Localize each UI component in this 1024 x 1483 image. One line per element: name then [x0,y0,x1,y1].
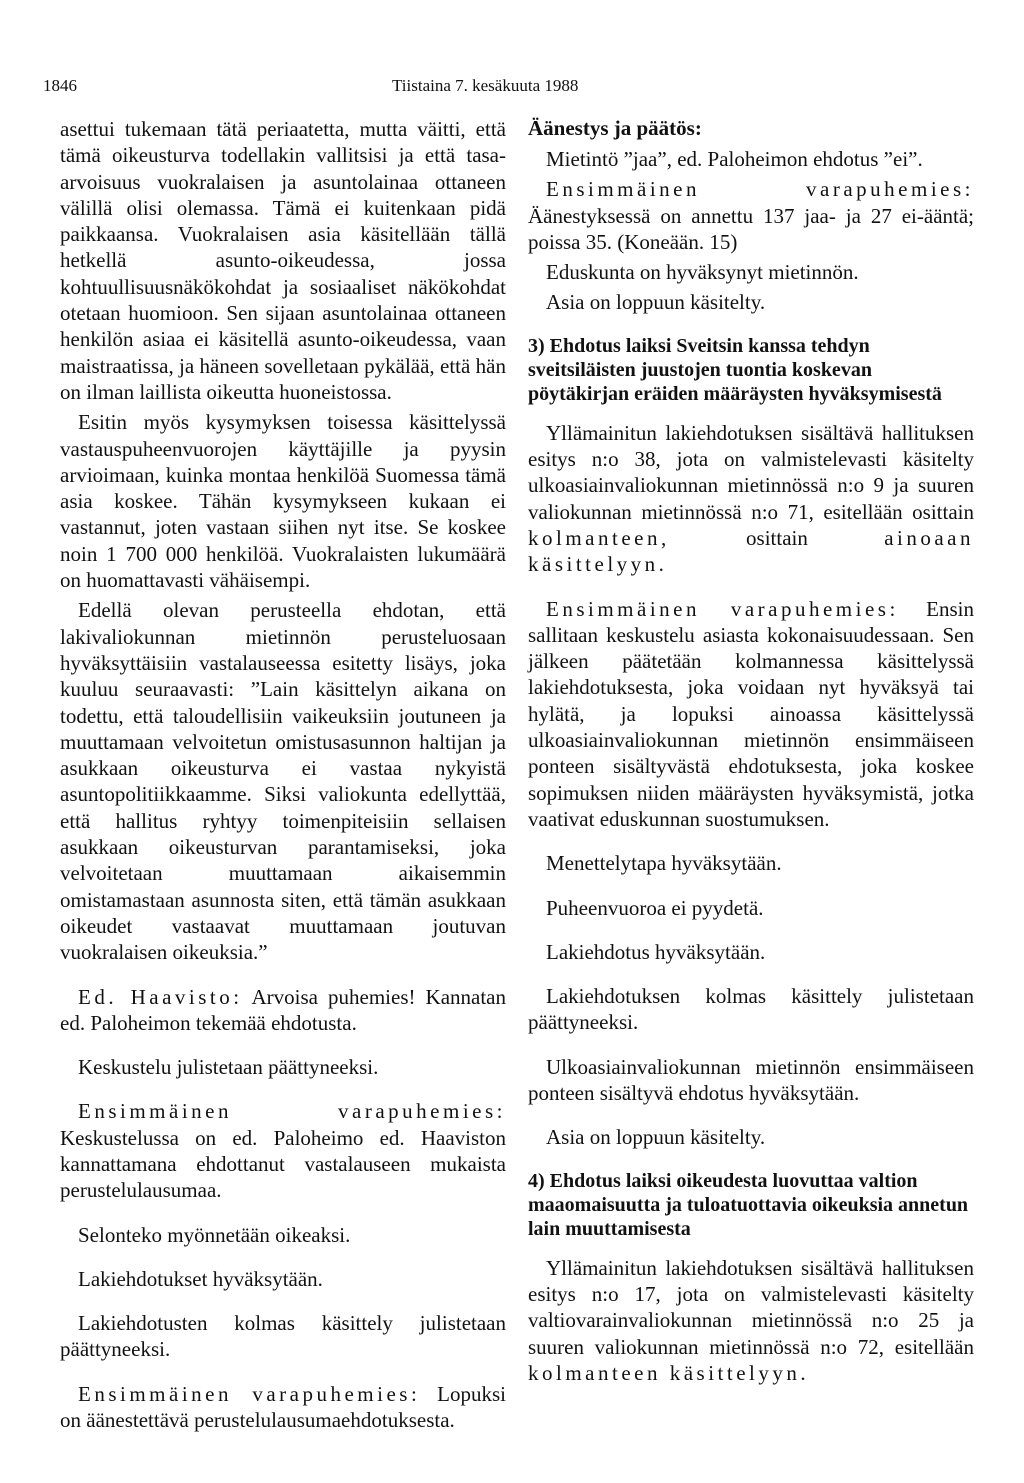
speaker-name: Ed. Haavisto: [78,984,243,1009]
statement: Asia on loppuun käsitelty. [546,290,766,315]
paragraph: Yllämainitun lakiehdotuksen sisältävä hallituksen esitys n:o 17, jota on valmistelevasti käsitelty valtiovarainvaliokunnan mietinnössä n:o 25 ja suuren valiokunnan mietinnössä n:o 72, esitellään kolmanteen käsittelyyn. [528,1255,974,1385]
statement: Puheenvuoroa ei pyydetä. [546,895,764,920]
statement: Menettelytapa hyväksytään. [546,851,782,876]
right-column [528,116,974,1400]
section-heading-4: 4) Ehdotus laiksi oikeudesta luovuttaa valtion maaomaisuutta ja tuloatuottavia oikeuksia annetun lain muuttamisesta [528,1169,969,1240]
paragraph: Yllämainitun lakiehdotuksen sisältävä hallituksen esitys n:o 38, jota on valmistelevasti käsitelty ulkoasiainvaliokunnan mietinnössä n:o 9 ja suuren valiokunnan mietinnössä n:o 71, esitellään osittain kolmanteen, osittain ainoaan käsittelyyn. [528,420,974,577]
left-column [60,116,506,1447]
spaced-emphasis: ainoaan käsittelyyn. [528,525,974,577]
paragraph: Edellä olevan perusteella ehdotan, että lakivaliokunnan mietinnön perusteluosaan hyväksyttäisiin vastalauseessa esitetty lisäys, joka kuuluu seuraavasti: ”Lain käsittelyn aikana on todettu, että taloudellisiin vaikeuksiin joutuneen ja muuttamaan velvoitetun omistusasunnon haltijan ja asukkaan oikeusturva ei vastaa nykyistä asuntopolitiikkaamme. Siksi valiokunta edellyttää, että hallitus ryhtyy toimenpiteisiin sellaisen asukkaan oikeusturvan parantamiseksi, joka velvoitetaan muuttamaan aikaisemmin omistamastaan asunnosta siten, että tämän asukkaan oikeudet vastaavat muuttamaan joutuvan vuokralaisen oikeuksia.” [60,598,506,965]
spaced-emphasis: kolmanteen, [528,525,670,550]
spaced-emphasis: kolmanteen käsittelyyn. [528,1360,810,1385]
paragraph-continued: asettui tukemaan tätä periaatetta, mutta väitti, että tämä oikeusturva todellakin vallitsisi ja että tasa-arvoisuus vuokralaisen ja asuntolainaa ottaneen välillä olisi olemassa. Tämä ei kuitenkaan pidä paikkaansa. Vuokralaisen asia käsitellään tällä hetkellä asunto-oikeudessa, jossa kohtuullisuusnäkökohdat ja sosiaaliset näkökohdat otetaan huomioon. Sen sijaan asuntolainaa ottaneen henkilön asiaa ei käsitellä asunto-oikeudessa, vaan maistraatissa, ja häneen sovelletaan pykälää, että hän on ilman laillista oikeutta huoneistossa. [60,117,506,404]
statement: Lakiehdotuksen kolmas käsittely julistetaan päättyneeksi. [528,984,974,1035]
section-heading-3: 3) Ehdotus laiksi Sveitsin kanssa tehdyn sveitsiläisten juustojen tuontia koskevan pöytäkirjan eräiden määräysten hyväksymisestä [528,334,942,405]
paragraph: Esitin myös kysymyksen toisessa käsittelyssä vastauspuheenvuorojen käyttäjille ja pyysin arvioimaan, kuinka montaa henkilöä Suomessa tämä asia koskee. Tähän kysymykseen kukaan ei vastannut, joten vastaan siihen nyt itse. Se koskee noin 1 700 000 henkilöä. Vuokralaisten lukumäärä on huomattavasti vähäisempi. [60,410,506,593]
speaker-name: Ensimmäinen varapuhemies: [546,177,974,202]
statement: Eduskunta on hyväksynyt mietinnön. [546,260,859,285]
page-number: 1846 [43,76,77,95]
statement: Ulkoasiainvaliokunnan mietinnön ensimmäiseen ponteen sisältyvä ehdotus hyväksytään. [528,1054,974,1106]
statement: Keskustelu julistetaan päättyneeksi. [78,1055,379,1080]
speech-text: Ensin sallitaan keskustelu asiasta kokonaisuudessaan. Sen jälkeen päätetään kolmannessa käsittelyssä lakiehdotuksesta, joka voidaan nyt hyväksyä tai hylätä, ja lopuksi ainoassa käsittelyssä ulkoasiainvaliokunnan mietinnön ensimmäiseen ponteen sisältyvästä ehdotuksesta, joka koskee sopimuksen niiden määräysten hyväksymistä, jotka vaativat eduskunnan suostumuksen. [528,596,974,831]
speaker-name: Ensimmäinen varapuhemies: [78,1381,421,1406]
running-header: Tiistaina 7. kesäkuuta 1988 [392,76,579,95]
statement: Asia on loppuun käsitelty. [546,1125,766,1150]
speech-text: Lopuksi on äänestettävä perustelulausumaehdotuksesta. [60,1381,506,1433]
statement: Lakiehdotukset hyväksytään. [78,1266,323,1291]
speech-text: Arvoisa puhemies! Kannatan ed. Paloheimon tekemää ehdotusta. [60,984,506,1035]
speech-vice-speaker [60,1381,506,1434]
speech-text: Äänestyksessä on annettu 137 jaa- ja 27 ei-ääntä; poissa 35. (Koneään. 15) [528,203,974,254]
speaker-name: Ensimmäinen varapuhemies: [78,1099,506,1124]
vote-heading: Äänestys ja päätös: [528,116,702,140]
speaker-name: Ensimmäinen varapuhemies: [546,596,899,621]
speech-vice-speaker [528,596,974,833]
vote-options: Mietintö ”jaa”, ed. Paloheimon ehdotus ”ei”. [546,147,923,171]
vote-result [528,176,974,255]
statement: Lakiehdotusten kolmas käsittely julistetaan päättyneeksi. [60,1311,506,1362]
speech-vice-speaker [60,1098,506,1203]
speech-text: Keskustelussa on ed. Paloheimo ed. Haaviston kannattamana ehdottanut vastalauseen mukaista perustelulausumaa. [60,1125,506,1203]
statement: Lakiehdotus hyväksytään. [546,939,766,964]
speech-haavisto [60,984,506,1037]
statement: Selonteko myönnetään oikeaksi. [78,1222,351,1247]
